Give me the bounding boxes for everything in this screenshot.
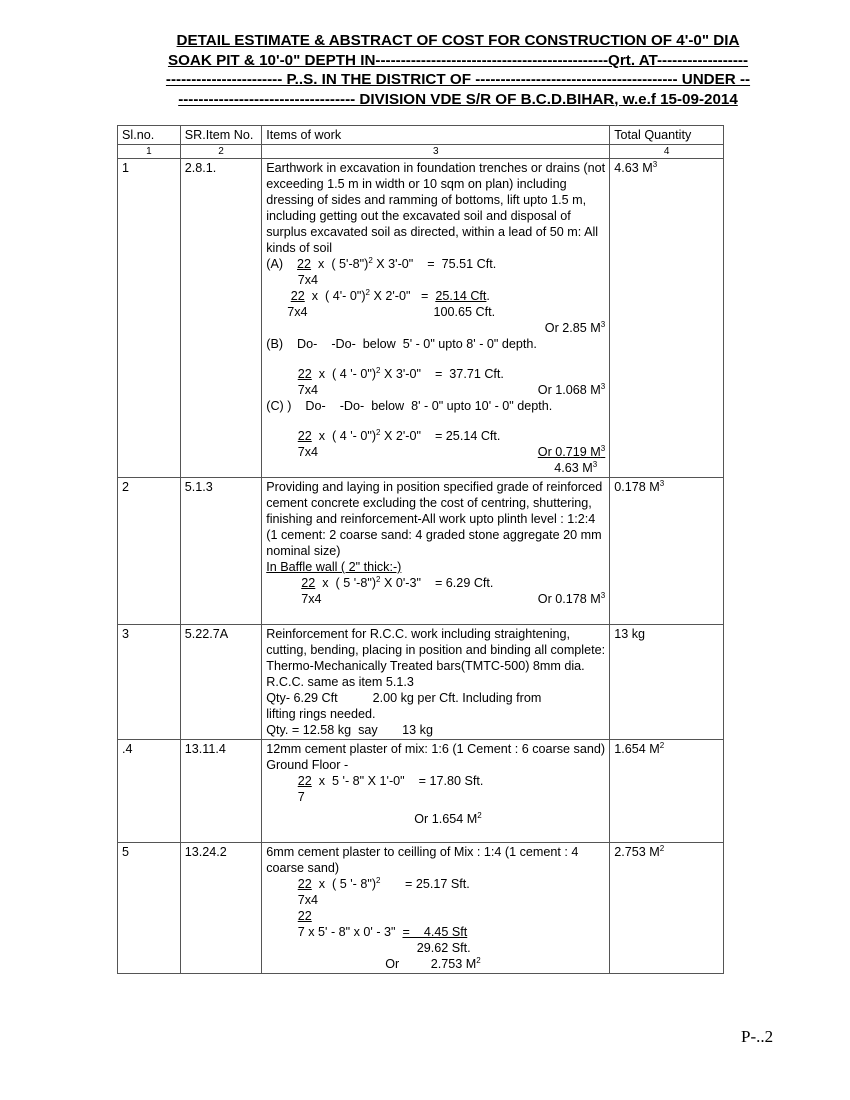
calc-line: 22 x ( 5 '- 8")$^2$ = 25.17 Sft. — [297, 875, 470, 891]
header-items: Items of work — [262, 126, 610, 145]
col-number: 4 — [610, 145, 724, 159]
calc-line: 7 x 5' - 8" x 0' - 3" = 4.45 Sft — [266, 925, 468, 939]
table-row — [118, 478, 724, 625]
sr-item-no: 13.11.4 — [180, 740, 261, 843]
sr-item-no: 13.24.2 — [180, 843, 261, 974]
calc-line: 22 x ( 4 '- 0")$^2$ X 2'-0" = 25.14 Cft. — [297, 427, 501, 443]
item-description: Reinforcement for R.C.C. work including straightening, cutting, bending, placing in position and binding all complete: Thermo-Mechanically Treated bars(TMTC-500) 8mm dia. R.C.C. same as item 5.1.3 — [266, 627, 606, 689]
title-line-3: ----------------------- P..S. IN THE DISTRICT OF ---------------------------------------- UNDER -- — [165, 71, 751, 88]
document-title — [118, 31, 798, 109]
header-sl-no: Sl.no. — [118, 126, 181, 145]
calc-line: (B) Do- -Do- below 5' - 0" upto 8' - 0" depth. — [266, 337, 537, 351]
sr-item-no: 2.8.1. — [180, 159, 261, 478]
calc-line: 7x4 Or 0.719 $M^3$ — [266, 443, 606, 459]
title-line-1: DETAIL ESTIMATE & ABSTRACT OF COST FOR CONSTRUCTION OF 4'-0" DIA — [176, 32, 740, 49]
total-quantity: 1.654 $M^2$ — [610, 740, 724, 843]
sr-item-no: 5.1.3 — [180, 478, 261, 625]
sl-no: 5 — [118, 843, 181, 974]
item-of-work — [262, 478, 610, 625]
item-of-work — [262, 625, 610, 740]
calc-line: 7x4 100.65 Cft. — [266, 305, 496, 319]
total-quantity: 0.178 $M^3$ — [610, 478, 724, 625]
table-row — [118, 740, 724, 843]
item-of-work — [262, 159, 610, 478]
calc-line: 22 — [297, 909, 312, 923]
title-line-2: SOAK PIT & 10'-0" DEPTH IN----------------------------------------------Qrt. AT------------------ — [167, 51, 749, 69]
header-total-qty: Total Quantity — [610, 126, 724, 145]
sr-item-no: 5.22.7A — [180, 625, 261, 740]
calc-line: 22 x ( 5 '-8")$^2$ X 0'-3" = 6.29 Cft. — [301, 574, 494, 590]
calc-result: Or 1.654 $M^2$ — [414, 810, 482, 826]
total-quantity: 4.63 $M^3$ — [610, 159, 724, 478]
table-header-row — [118, 126, 724, 145]
calc-line: lifting rings needed. — [266, 707, 376, 721]
item-description: Providing and laying in position specified grade of reinforced cement concrete excluding the cost of centring, shuttering, finishing and reinforcement-All work upto plinth level : 1:2:4 (1 cement: 2 coarse sand: 4 graded stone aggregate 20 mm nominal size) — [266, 480, 603, 558]
table-row — [118, 159, 724, 478]
sl-no: 1 — [118, 159, 181, 478]
estimate-table — [117, 125, 724, 974]
col-number: 3 — [262, 145, 610, 159]
calc-line: 29.62 Sft. — [266, 941, 471, 955]
baffle-wall-label: In Baffle wall ( 2" thick:-) — [266, 560, 402, 574]
calc-line: 22 x 5 '- 8" X 1'-0" = 17.80 Sft. — [297, 774, 484, 788]
calc-line: 7x4 Or 0.178 $M^3$ — [301, 590, 606, 606]
calc-line: 7x4 — [266, 273, 319, 287]
calc-line: 7 — [266, 790, 305, 804]
table-row — [118, 843, 724, 974]
col-number: 2 — [180, 145, 261, 159]
item-of-work — [262, 740, 610, 843]
sl-no: .4 — [118, 740, 181, 843]
calc-line: 7x4 — [266, 893, 319, 907]
calc-result: Or 2.85 $M^3$ — [544, 319, 606, 335]
item-of-work — [262, 843, 610, 974]
calc-line: Ground Floor - — [266, 758, 349, 772]
sl-no: 3 — [118, 625, 181, 740]
total-quantity: 2.753 $M^2$ — [610, 843, 724, 974]
calc-line: 22 x ( 4 '- 0")$^2$ X 3'-0" = 37.71 Cft. — [297, 365, 504, 381]
table-row — [118, 625, 724, 740]
header-sr-item: SR.Item No. — [180, 126, 261, 145]
calc-line: 22 x ( 4'- 0")$^2$ X 2'-0" = 25.14 Cft. — [290, 287, 490, 303]
calc-line: Qty. = 12.58 kg say 13 kg — [266, 723, 433, 737]
calc-line: Or 2.753 $M^2$ — [266, 955, 481, 971]
total-quantity: 13 kg — [610, 625, 724, 740]
calc-total: 4.63 $M^3$ — [554, 459, 598, 475]
title-line-4: ----------------------------------- DIVISION VDE S/R OF B.C.D.BIHAR, w.e.f 15-09-2014 — [178, 90, 738, 108]
item-description: 6mm cement plaster to ceilling of Mix : 1:4 (1 cement : 4 coarse sand) — [266, 845, 579, 875]
calc-line: Qty- 6.29 Cft 2.00 kg per Cft. Including from — [266, 691, 542, 705]
calc-line: 7x4 Or 1.068 $M^3$ — [266, 381, 606, 397]
item-description: Earthwork in excavation in foundation trenches or drains (not exceeding 1.5 m in width or 10 sqm on plan) including dressing of sides and ramming of bottoms, lift upto 1.5 m, including getting out the excavated soil and disposal of surplus excavated soil as directed, within a lead of 50 m: All kinds of soil — [266, 161, 606, 255]
calc-line: (C) ) Do- -Do- below 8' - 0" upto 10' - 0" depth. — [266, 399, 553, 413]
sl-no: 2 — [118, 478, 181, 625]
page-number: P-..2 — [741, 1027, 774, 1046]
item-description: 12mm cement plaster of mix: 1:6 (1 Cement : 6 coarse sand) — [266, 742, 606, 756]
col-number: 1 — [118, 145, 181, 159]
column-number-row — [118, 145, 724, 159]
calc-line: (A) 22 x ( 5'-8")$^2$ X 3'-0" = 75.51 Cft. — [266, 255, 497, 271]
